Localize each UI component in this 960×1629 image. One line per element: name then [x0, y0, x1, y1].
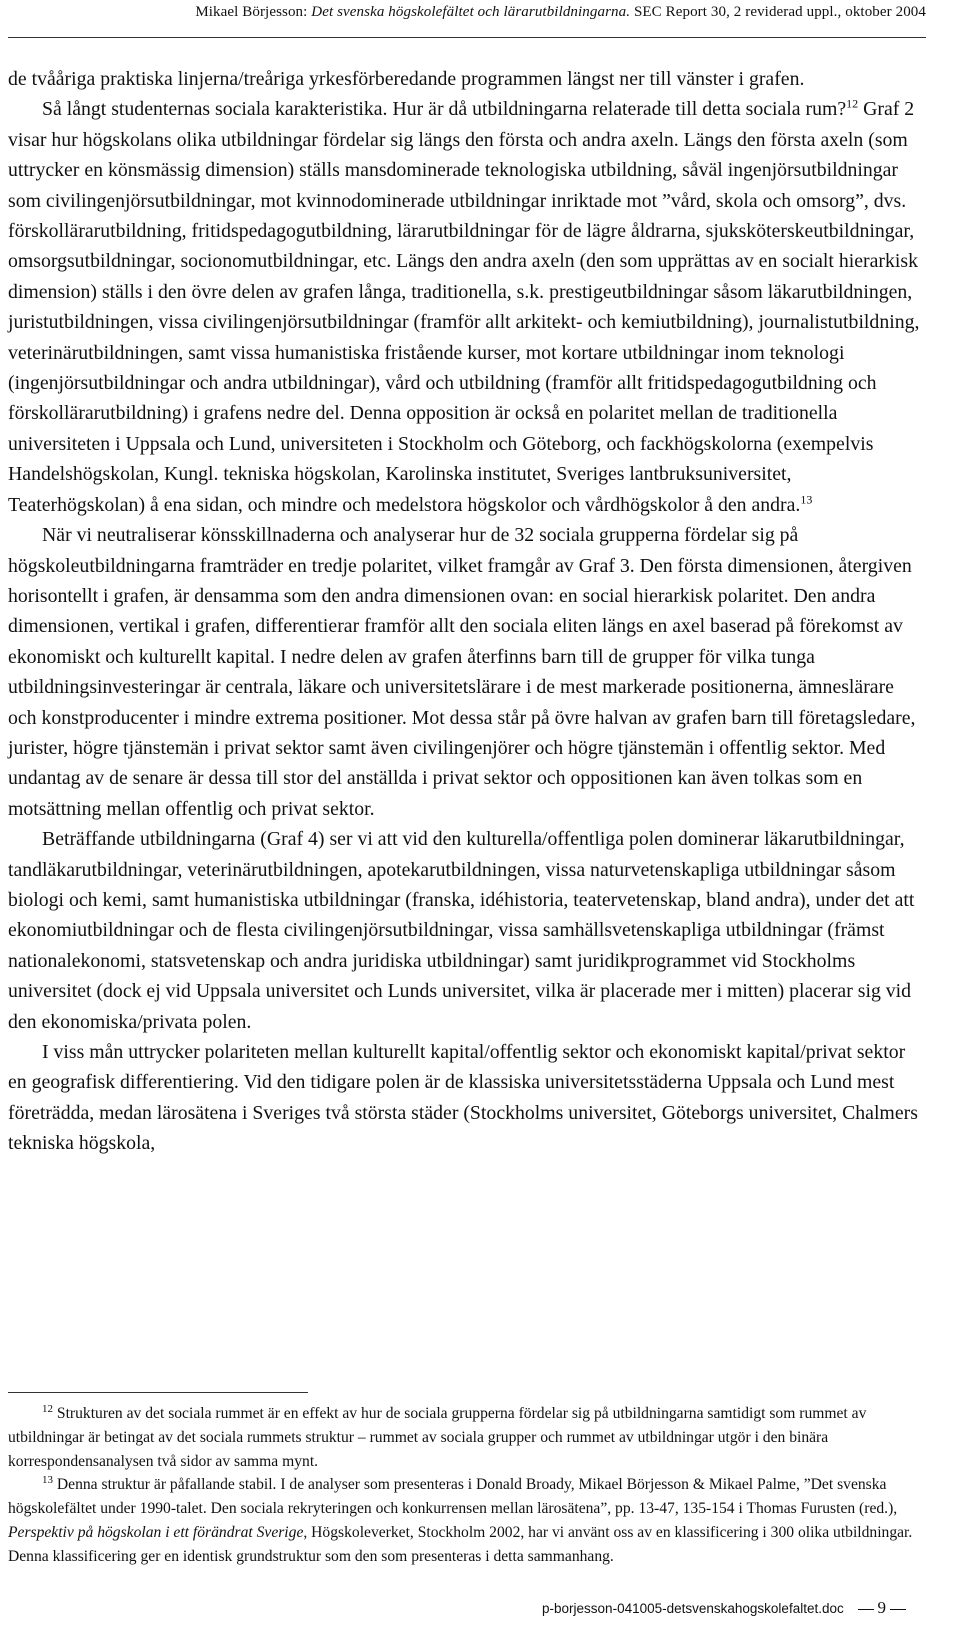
footer-dash-left — [858, 1609, 874, 1610]
footer-dash-right — [890, 1609, 906, 1610]
header-author: Mikael Börjesson: — [195, 4, 312, 20]
page-number: 9 — [877, 1598, 886, 1617]
paragraph-2b-text: Graf 2 visar hur högskolans olika utbildningar fördelar sig längs den första och andra axeln. Längs den första axeln (som uttrycker en könsmässig dimension) ställs mansdominerade teknologiska utbildning, såväl ingenjörsutbildningar som civilingenjörsutbildningar, mot kvinnodominerade utbildningar inriktade mot ”vård, skola och omsorg”, dvs. förskollärarutbildning, fritidspedagogutbildning, lärarutbildningar för de lägre åldrarna, sjuksköterskeutbildningar, omsorgsutbildningar, socionomutbildningar, etc. Längs den andra axeln (den som upprättas av en socialt hierarkisk dimension) ställs i den övre delen av grafen långa, traditionella, s.k. prestigeutbildningar såsom läkarutbildningen, juristutbildningen, vissa civilingenjörsutbildningar (framför allt arkitekt- och kemiutbildning), journalistutbildning, veterinärutbildningen, samt vissa humanistiska fristående kurser, mot kortare utbildningar inom teknologi (ingenjörsutbildningar och andra utbildningar), vård och utbildning (framför allt fritidspedagogutbildning och förskollärarutbildning) i grafens nedre del. Denna opposition är också en polaritet mellan de traditionella universiteten i Uppsala och Lund, universiteten i Stockholm och Göteborg, och fackhögskolorna (exempelvis Handelshögskolan, Kungl. tekniska högskolan, Karolinska institutet, Sveriges lantbruksuniversitet, Teaterhögskolan) å ena sidan, och mindre och medelstora högskolor och vårdhögskolor å den andra. — [8, 98, 920, 516]
footnote-separator — [8, 1392, 308, 1393]
footnotes — [8, 1402, 926, 1569]
paragraph-5 — [8, 1037, 926, 1159]
page-footer — [0, 1598, 910, 1618]
paragraph-1-text: de tvååriga praktiska linjerna/treåriga yrkesförberedande programmen längst ner till vänster i grafen. — [8, 68, 805, 90]
footnote-13 — [8, 1473, 926, 1568]
footnote-12-text: Strukturen av det sociala rummet är en effekt av hur de sociala grupperna fördelar sig på utbildningarna samtidigt som rummet av utbildningar är betingat av det sociala rummets struktur – rummet av sociala grupper och rummet av utbildningar utgör i den binära korrespondensanalysen två sidor av samma mynt. — [8, 1405, 867, 1470]
paragraph-2 — [8, 94, 926, 520]
footnote-12-number: 12 — [42, 1402, 53, 1415]
footnote-ref-12: 12 — [846, 96, 859, 111]
footnote-13-number: 13 — [42, 1474, 53, 1487]
footnote-13-text: Denna struktur är påfallande stabil. I de analyser som presenteras i Donald Broady, Mikael Börjesson & Mikael Palme, ”Det svenska högskolefältet under 1990-talet. Den sociala rekryteringen och konkurrensen mellan lärosätena”, pp. 13-47, 135-154 i Thomas Furusten (red.), — [8, 1476, 898, 1518]
header-title: Det svenska högskolefältet och lärarutbildningarna. — [311, 4, 631, 20]
footnote-12 — [8, 1402, 926, 1473]
paragraph-3 — [8, 520, 926, 824]
body-text — [8, 64, 926, 1159]
paragraph-2a-text: Så långt studenternas sociala karakteristika. Hur är då utbildningarna relaterade till detta sociala rum? — [42, 98, 847, 121]
header-report: SEC Report 30, 2 reviderad uppl., oktober 2004 — [630, 4, 926, 20]
running-header — [0, 4, 926, 21]
paragraph-3-text: När vi neutraliserar könsskillnaderna och analyserar hur de 32 sociala grupperna fördelar sig på högskoleutbildningarna framträder en tredje polaritet, vilket framgår av Graf 3. Den första dimensionen, återgiven horisontellt i grafen, är densamma som den andra dimensionen ovan: en social hierarkisk polaritet. Den andra dimensionen, vertikal i grafen, differentierar framför allt den sociala eliten längs en axel baserad på förekomst av ekonomiskt och kulturellt kapital. I nedre delen av grafen återfinns barn till de grupper för vilka tunga utbildningsinvesteringar är centrala, läkare och universitetslärare i de mest markerade positionerna, ämneslärare och konstproducenter i mindre extrema positioner. Mot dessa står på övre halvan av grafen barn till företagsledare, jurister, högre tjänstemän i privat sektor samt även civilingenjörer och högre tjänstemän i offentlig sektor. Med undantag av de senare är dessa till stor del anställda i privat sektor och oppositionen kan även tolkas som en motsättning mellan offentlig och privat sektor. — [8, 524, 916, 820]
header-rule — [8, 37, 926, 38]
paragraph-4 — [8, 824, 926, 1037]
footer-filename: p-borjesson-041005-detsvenskahogskolefaltet.doc — [542, 1601, 844, 1616]
footnote-13-book-title: Perspektiv på högskolan i ett förändrat Sverige — [8, 1523, 304, 1541]
paragraph-1 — [8, 64, 926, 94]
paragraph-4-text: Beträffande utbildningarna (Graf 4) ser vi att vid den kulturella/offentliga polen dominerar läkarutbildningar, tandläkarutbildningar, veterinärutbildningen, apotekarutbildningen, vissa naturvetenskapliga utbildningar såsom biologi och kemi, samt humanistiska utbildningar (franska, idéhistoria, teatervetenskap, bland andra), under det att ekonomiutbildningar och de flesta civilingenjörsutbildningar, vissa samhällsvetenskapliga utbildningar (främst nationalekonomi, statsvetenskap och andra juridiska utbildningar) samt juridikprogrammet vid Stockholms universitet (dock ej vid Uppsala universitet och Lunds universitet, vilka är placerade mer i mitten) placerar sig vid den ekonomiska/privata polen. — [8, 828, 915, 1033]
footnote-ref-13: 13 — [800, 492, 813, 507]
paragraph-5-text: I viss mån uttrycker polariteten mellan kulturellt kapital/offentlig sektor och ekonomiskt kapital/privat sektor en geografisk differentiering. Vid den tidigare polen är de klassiska universitetsstäderna Uppsala och Lund mest företrädda, medan lärosätena i Sveriges två största städer (Stockholms universitet, Göteborgs universitet, Chalmers tekniska högskola, — [8, 1041, 918, 1155]
footer-page — [854, 1598, 911, 1617]
footnote-13-tail: , Högskoleverket, Stockholm 2002, har vi använt oss av en klassificering i 300 olika utbildningar. Denna klassificering ger en identisk grundstruktur som den som presenteras i detta sammanhang. — [8, 1523, 913, 1565]
